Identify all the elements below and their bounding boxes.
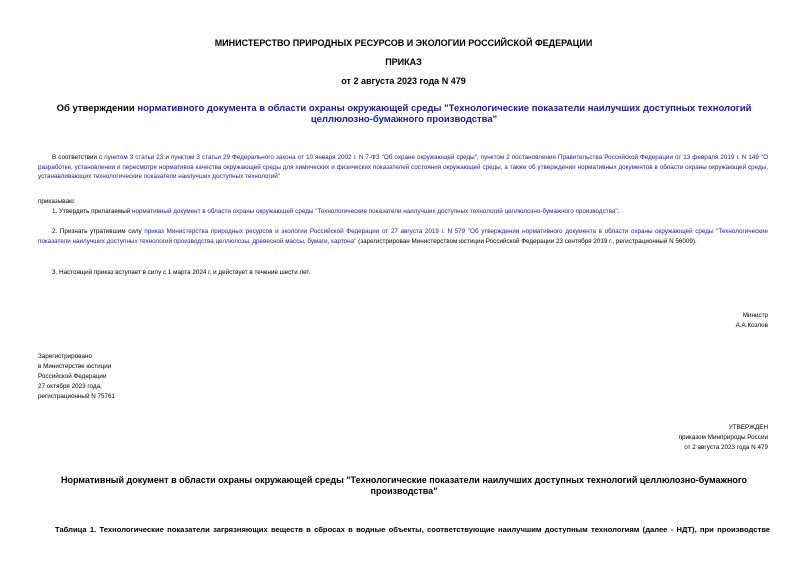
order-title — [38, 103, 770, 125]
signature-name: А.А.Козлов — [735, 322, 768, 329]
registration-line: Российской Федерации — [38, 373, 107, 380]
preamble-link-decree[interactable]: пунктом 2 постановления Правительства Российской Федерации от 13 февраля 2019 г. N 149 "О разработке, установлении и пересмотре нормативов качества окружающей среды для химических и физических показателей состояния окружающей среды, а также об утверждении нормативных документов в области охраны окружающей среды, устанавливающих технологические показатели наилучших доступных технологий" — [38, 154, 768, 180]
registration-line: 27 октября 2023 года, — [38, 383, 102, 390]
order-item-1 — [38, 207, 768, 217]
registration-line: регистрационный N 75761 — [38, 393, 116, 400]
preamble-link-law[interactable]: пунктом 3 статьи 29 Федерального закона от 10 января 2002 г. N 7-ФЗ "Об охране окружающей среды" — [170, 154, 477, 161]
approved-line: приказом Минприроды России — [678, 434, 768, 441]
registration-line: в Министерстве юстиции — [38, 363, 112, 370]
approved-line: от 2 августа 2023 года N 479 — [684, 444, 768, 451]
registration-line: Зарегистрировано — [38, 353, 92, 360]
item1-link-document[interactable]: нормативный документ в области охраны окружающей среды "Технологические показатели наилучших доступных технологий целлюлозно-бумажного производства" — [132, 208, 618, 215]
item2-text-2: (зарегистрирован Министерством юстиции Российской Федерации 23 сентября 2019 г., регистрационный N 56009). — [356, 237, 697, 245]
ministry-header: МИНИСТЕРСТВО ПРИРОДНЫХ РЕСУРСОВ И ЭКОЛОГИИ РОССИЙСКОЙ ФЕДЕРАЦИИ — [214, 38, 593, 48]
order-date: от 2 августа 2023 года N 479 — [341, 76, 466, 86]
signature-block — [500, 311, 768, 331]
order-item-2 — [38, 227, 768, 246]
table-caption: Таблица 1. Технологические показатели загрязняющих веществ в сбросах в водные объекты, соответствующие наилучшим доступным технологиям (далее - НДТ), при производстве — [55, 525, 770, 534]
preamble-paragraph — [38, 153, 768, 182]
order-heading: ПРИКАЗ — [385, 57, 422, 67]
item1-text-2: . — [617, 208, 620, 215]
order-title-link[interactable]: нормативного документа в области охраны окружающей среды "Технологические показатели наилучших доступных технологий целлюлозно-бумажного производства" — [137, 103, 752, 125]
preamble-text-2: и — [163, 154, 171, 161]
preamble-text-1: В соответствии с — [52, 154, 105, 161]
registration-block — [38, 352, 115, 402]
item2-link-order579[interactable]: приказ Министерства природных ресурсов и экологии Российской Федерации от 27 августа 2019 г. N 579 "Об утверждении нормативного документа в области охраны окружающей среды "Технологические показатели наилучших доступных технологий производства целлюлозы, древесной массы, бумаги, картона" — [38, 228, 768, 245]
signature-position: Министр — [742, 312, 768, 319]
preamble-text-3: , — [476, 154, 481, 161]
approved-line: УТВЕРЖДЕН — [728, 424, 768, 431]
order-item-3: 3. Настоящий приказ вступает в силу с 1 марта 2024 г. и действует в течение шести лет. — [52, 269, 311, 276]
item1-text-1: 1. Утвердить прилагаемый — [52, 208, 133, 215]
item2-text-1: 2. Признать утратившим силу — [52, 228, 145, 235]
orders-label: приказываю: — [38, 198, 76, 205]
order-title-prefix: Об утверждении — [56, 103, 138, 114]
preamble-link-art23[interactable]: пунктом 3 статьи 23 — [104, 154, 164, 161]
normative-document-title: Нормативный документ в области охраны окружающей среды "Технологические показатели наилучших доступных технологий целлюлозно-бумажного производства" — [60, 475, 748, 496]
approved-block — [500, 423, 768, 453]
